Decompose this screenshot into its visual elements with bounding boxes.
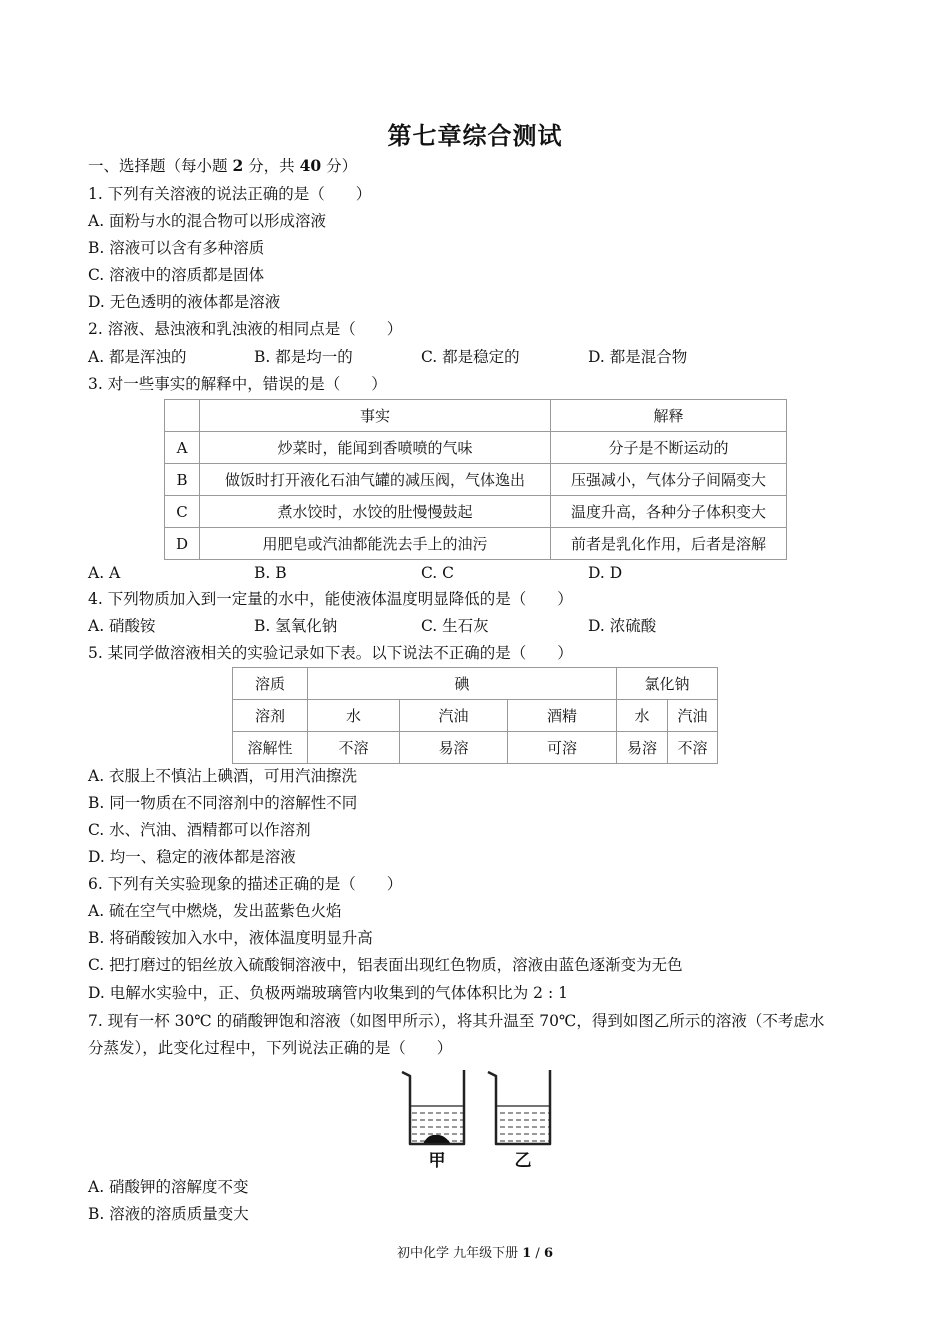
table-header-row bbox=[165, 400, 787, 432]
q4-option-c: C. 生石灰 bbox=[421, 617, 489, 635]
table-cell: 易溶 bbox=[617, 732, 668, 764]
table-cell bbox=[165, 400, 200, 432]
table-cell: 溶剂 bbox=[233, 700, 308, 732]
table-cell: 做饭时打开液化石油气罐的减压阀，气体逸出 bbox=[200, 464, 551, 496]
q2-option-d: D. 都是混合物 bbox=[588, 348, 688, 366]
table-cell: A bbox=[165, 432, 200, 464]
q5-stem: 5. 某同学做溶液相关的实验记录如下表。以下说法不正确的是（ ） bbox=[88, 644, 573, 662]
unsaturated-solution bbox=[496, 1106, 550, 1144]
table-cell: 分子是不断运动的 bbox=[551, 432, 787, 464]
table-cell: 不溶 bbox=[668, 732, 718, 764]
q2-options bbox=[0, 347, 950, 367]
q6-option-c: C. 把打磨过的铝丝放入硫酸铜溶液中，铝表面出现红色物质，溶液由蓝色逐渐变为无色 bbox=[88, 956, 683, 974]
table-row bbox=[233, 700, 718, 732]
q5-table bbox=[232, 667, 718, 764]
table-cell: 溶解性 bbox=[233, 732, 308, 764]
q2-option-c: C. 都是稳定的 bbox=[421, 348, 520, 366]
table-cell: 前者是乳化作用，后者是溶解 bbox=[551, 528, 787, 560]
table-cell: 水 bbox=[308, 700, 400, 732]
beaker-jia bbox=[402, 1070, 464, 1144]
page-number: 1 bbox=[522, 1246, 532, 1261]
table-row bbox=[165, 464, 787, 496]
q5-option-c: C. 水、汽油、酒精都可以作溶剂 bbox=[88, 821, 311, 839]
table-row bbox=[165, 496, 787, 528]
q3-options bbox=[0, 563, 950, 583]
table-cell: 碘 bbox=[308, 668, 617, 700]
q3-stem: 3. 对一些事实的解释中，错误的是（ ） bbox=[88, 375, 387, 393]
q3-option-c: C. C bbox=[421, 564, 455, 582]
table-header-cell: 解释 bbox=[551, 400, 787, 432]
table-cell: 煮水饺时，水饺的肚慢慢鼓起 bbox=[200, 496, 551, 528]
label-jia: 甲 bbox=[428, 1151, 446, 1171]
table-cell: 溶质 bbox=[233, 668, 308, 700]
table-cell: 汽油 bbox=[400, 700, 508, 732]
table-cell: B bbox=[165, 464, 200, 496]
q3-option-b: B. B bbox=[254, 564, 287, 582]
table-cell: 不溶 bbox=[308, 732, 400, 764]
beaker-figure bbox=[396, 1068, 556, 1172]
q5-option-a: A. 衣服上不慎沾上碘酒，可用汽油擦洗 bbox=[88, 767, 358, 785]
q4-stem: 4. 下列物质加入到一定量的水中，能使液体温度明显降低的是（ ） bbox=[88, 590, 573, 608]
beaker-diagram bbox=[396, 1068, 556, 1172]
q3-option-a: A. A bbox=[88, 564, 121, 582]
table-row bbox=[233, 668, 718, 700]
q4-options bbox=[0, 616, 950, 636]
table-cell: 水 bbox=[617, 700, 668, 732]
q6-stem: 6. 下列有关实验现象的描述正确的是（ ） bbox=[88, 875, 403, 893]
q1-option-b: B. 溶液可以含有多种溶质 bbox=[88, 239, 265, 257]
table-cell: 汽油 bbox=[668, 700, 718, 732]
table-cell: 炒菜时，能闻到香喷喷的气味 bbox=[200, 432, 551, 464]
section-heading: 一、选择题（每小题 2 分，共 40 分） bbox=[88, 156, 358, 175]
q6-option-d: D. 电解水实验中，正、负极两端玻璃管内收集到的气体体积比为 2 : 1 bbox=[88, 984, 568, 1002]
table-cell: 易溶 bbox=[400, 732, 508, 764]
table-cell: 用肥皂或汽油都能洗去手上的油污 bbox=[200, 528, 551, 560]
q4-option-b: B. 氢氧化钠 bbox=[254, 617, 338, 635]
page-total: 6 bbox=[543, 1246, 553, 1261]
q3-option-d: D. D bbox=[588, 564, 623, 582]
q6-option-a: A. 硫在空气中燃烧，发出蓝紫色火焰 bbox=[88, 902, 342, 920]
q6-option-b: B. 将硝酸铵加入水中，液体温度明显升高 bbox=[88, 929, 373, 947]
q1-option-c: C. 溶液中的溶质都是固体 bbox=[88, 266, 265, 284]
q7-option-b: B. 溶液的溶质质量变大 bbox=[88, 1205, 249, 1223]
q4-option-d: D. 浓硫酸 bbox=[588, 617, 657, 635]
q3-table bbox=[164, 399, 787, 560]
table-row bbox=[233, 732, 718, 764]
beaker-yi bbox=[488, 1070, 550, 1144]
page-footer: 初中化学 九年级下册 1 / 6 bbox=[396, 1246, 553, 1261]
label-yi: 乙 bbox=[514, 1151, 532, 1171]
q2-stem: 2. 溶液、悬浊液和乳浊液的相同点是（ ） bbox=[88, 320, 403, 338]
q5-option-b: B. 同一物质在不同溶剂中的溶解性不同 bbox=[88, 794, 358, 812]
q7-stem-line2: 分蒸发），此变化过程中，下列说法正确的是（ ） bbox=[88, 1039, 453, 1057]
q1-stem: 1. 下列有关溶液的说法正确的是（ ） bbox=[88, 185, 372, 203]
q2-option-b: B. 都是均一的 bbox=[254, 348, 353, 366]
table-cell: 氯化钠 bbox=[617, 668, 718, 700]
q1-option-a: A. 面粉与水的混合物可以形成溶液 bbox=[88, 212, 327, 230]
table-cell: C bbox=[165, 496, 200, 528]
table-cell: 压强减小，气体分子间隔变大 bbox=[551, 464, 787, 496]
table-row bbox=[165, 528, 787, 560]
page-title: 第七章综合测试 bbox=[387, 121, 563, 150]
table-header-cell: 事实 bbox=[200, 400, 551, 432]
q7-option-a: A. 硝酸钾的溶解度不变 bbox=[88, 1178, 249, 1196]
q7-stem-line1: 7. 现有一杯 30℃ 的硝酸钾饱和溶液（如图甲所示），将其升温至 70℃，得到如图乙所示的溶液（不考虑水 bbox=[88, 1012, 825, 1030]
q4-option-a: A. 硝酸铵 bbox=[88, 617, 156, 635]
table-row bbox=[165, 432, 787, 464]
q1-option-d: D. 无色透明的液体都是溶液 bbox=[88, 293, 281, 311]
q5-option-d: D. 均一、稳定的液体都是溶液 bbox=[88, 848, 296, 866]
q2-option-a: A. 都是浑浊的 bbox=[88, 348, 187, 366]
table-cell: 可溶 bbox=[508, 732, 617, 764]
table-cell: 酒精 bbox=[508, 700, 617, 732]
table-cell: D bbox=[165, 528, 200, 560]
table-cell: 温度升高，各种分子体积变大 bbox=[551, 496, 787, 528]
